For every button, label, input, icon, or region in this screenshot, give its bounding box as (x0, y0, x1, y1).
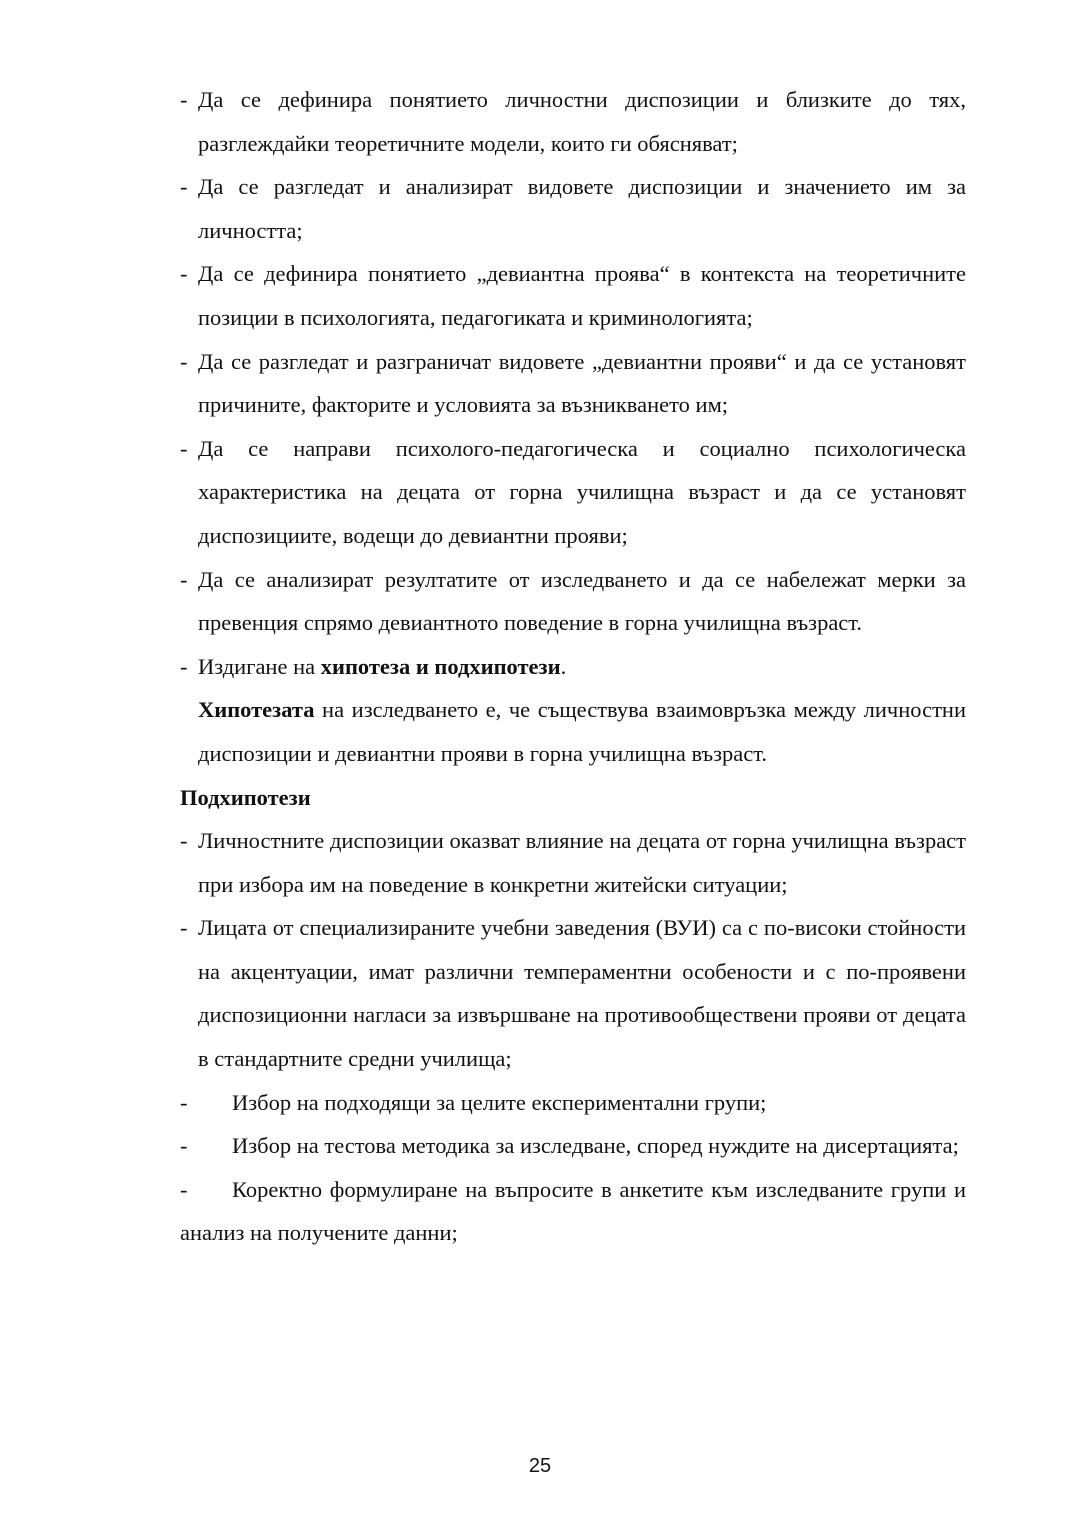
hypothesis-item (180, 645, 966, 689)
hypothesis-item-text (198, 645, 966, 689)
list-dash: - (180, 261, 188, 287)
task-item (180, 1168, 966, 1255)
hypothesis-item-prefix: Издигане на (198, 653, 321, 679)
list-dash: - (180, 348, 188, 374)
objective-text: Да се разгледат и разграничат видовете „девиантни прояви“ и да се установят причините, факторите и условията за възникването им; (198, 348, 966, 418)
list-dash: - (180, 828, 188, 854)
objective-item (180, 427, 966, 558)
subhypothesis-item (180, 819, 966, 906)
list-dash: - (180, 915, 188, 941)
task-text: Избор на тестова методика за изследване, според нуждите на дисертацията; (232, 1133, 959, 1159)
list-dash: - (180, 653, 188, 679)
page-number: 25 (528, 1455, 552, 1477)
task-text: Избор на подходящи за целите експериментални групи; (232, 1089, 767, 1115)
list-dash: - (180, 1089, 188, 1115)
subhypothesis-text: Лицата от специализираните учебни заведения (ВУИ) са с по-високи стойности на акцентуации, имат различни темпераментни особености и с по-проявени диспозиционни нагласи за извършване на противообществени прояви от децата в стандартните средни училища; (198, 915, 966, 1072)
list-dash: - (180, 174, 188, 200)
hypothesis-bold-term: Хипотезата (198, 697, 315, 723)
subhypothesis-item (180, 906, 966, 1080)
subhypothesis-text: Личностните диспозиции оказват влияние на децата от горна училищна възраст при избора им на поведение в конкретни житейски ситуации; (198, 828, 966, 897)
subhypotheses-heading: Подхипотези (180, 784, 311, 810)
page-content (180, 78, 966, 1255)
list-dash: - (180, 1176, 188, 1202)
objective-item (180, 252, 966, 339)
objective-item (180, 78, 966, 165)
hypothesis-item-bold: хипотеза и подхипотези (320, 653, 561, 679)
objective-item (180, 165, 966, 252)
objective-text: Да се дефинира понятието личностни диспозиции и близките до тях, разглеждайки теоретичните модели, които ги обясняват; (198, 87, 966, 156)
hypothesis-item-suffix: . (560, 653, 567, 679)
objective-text: Да се разгледат и анализират видовете диспозиции и значението им за личността; (198, 174, 966, 243)
list-dash: - (180, 1133, 188, 1159)
list-dash: - (180, 87, 188, 112)
objective-text: Да се направи психолого-педагогическа и социално психологическа характеристика на децата от горна училищна възраст и да се установят диспозициите, водещи до девиантни прояви; (198, 435, 966, 548)
hypothesis-text: на изследването е, че съществува взаимовръзка между личностни диспозиции и девиантни прояви в горна училищна възраст. (198, 697, 966, 766)
list-dash: - (180, 435, 188, 461)
objective-item (180, 340, 966, 427)
objective-text: Да се анализират резултатите от изследването и да се набележат мерки за превенция спрямо девиантното поведение в горна училищна възраст. (198, 566, 966, 636)
objective-text: Да се дефинира понятието „девиантна проява“ в контекста на теоретичните позиции в психологията, педагогиката и криминологията; (198, 261, 966, 330)
task-item (180, 1081, 966, 1125)
hypothesis-paragraph (180, 688, 966, 775)
task-text: Коректно формулиране на въпросите в анкетите към изследваните групи и анализ на получените данни; (180, 1176, 966, 1246)
objective-item (180, 558, 966, 645)
list-dash: - (180, 566, 188, 592)
task-item (180, 1124, 966, 1168)
